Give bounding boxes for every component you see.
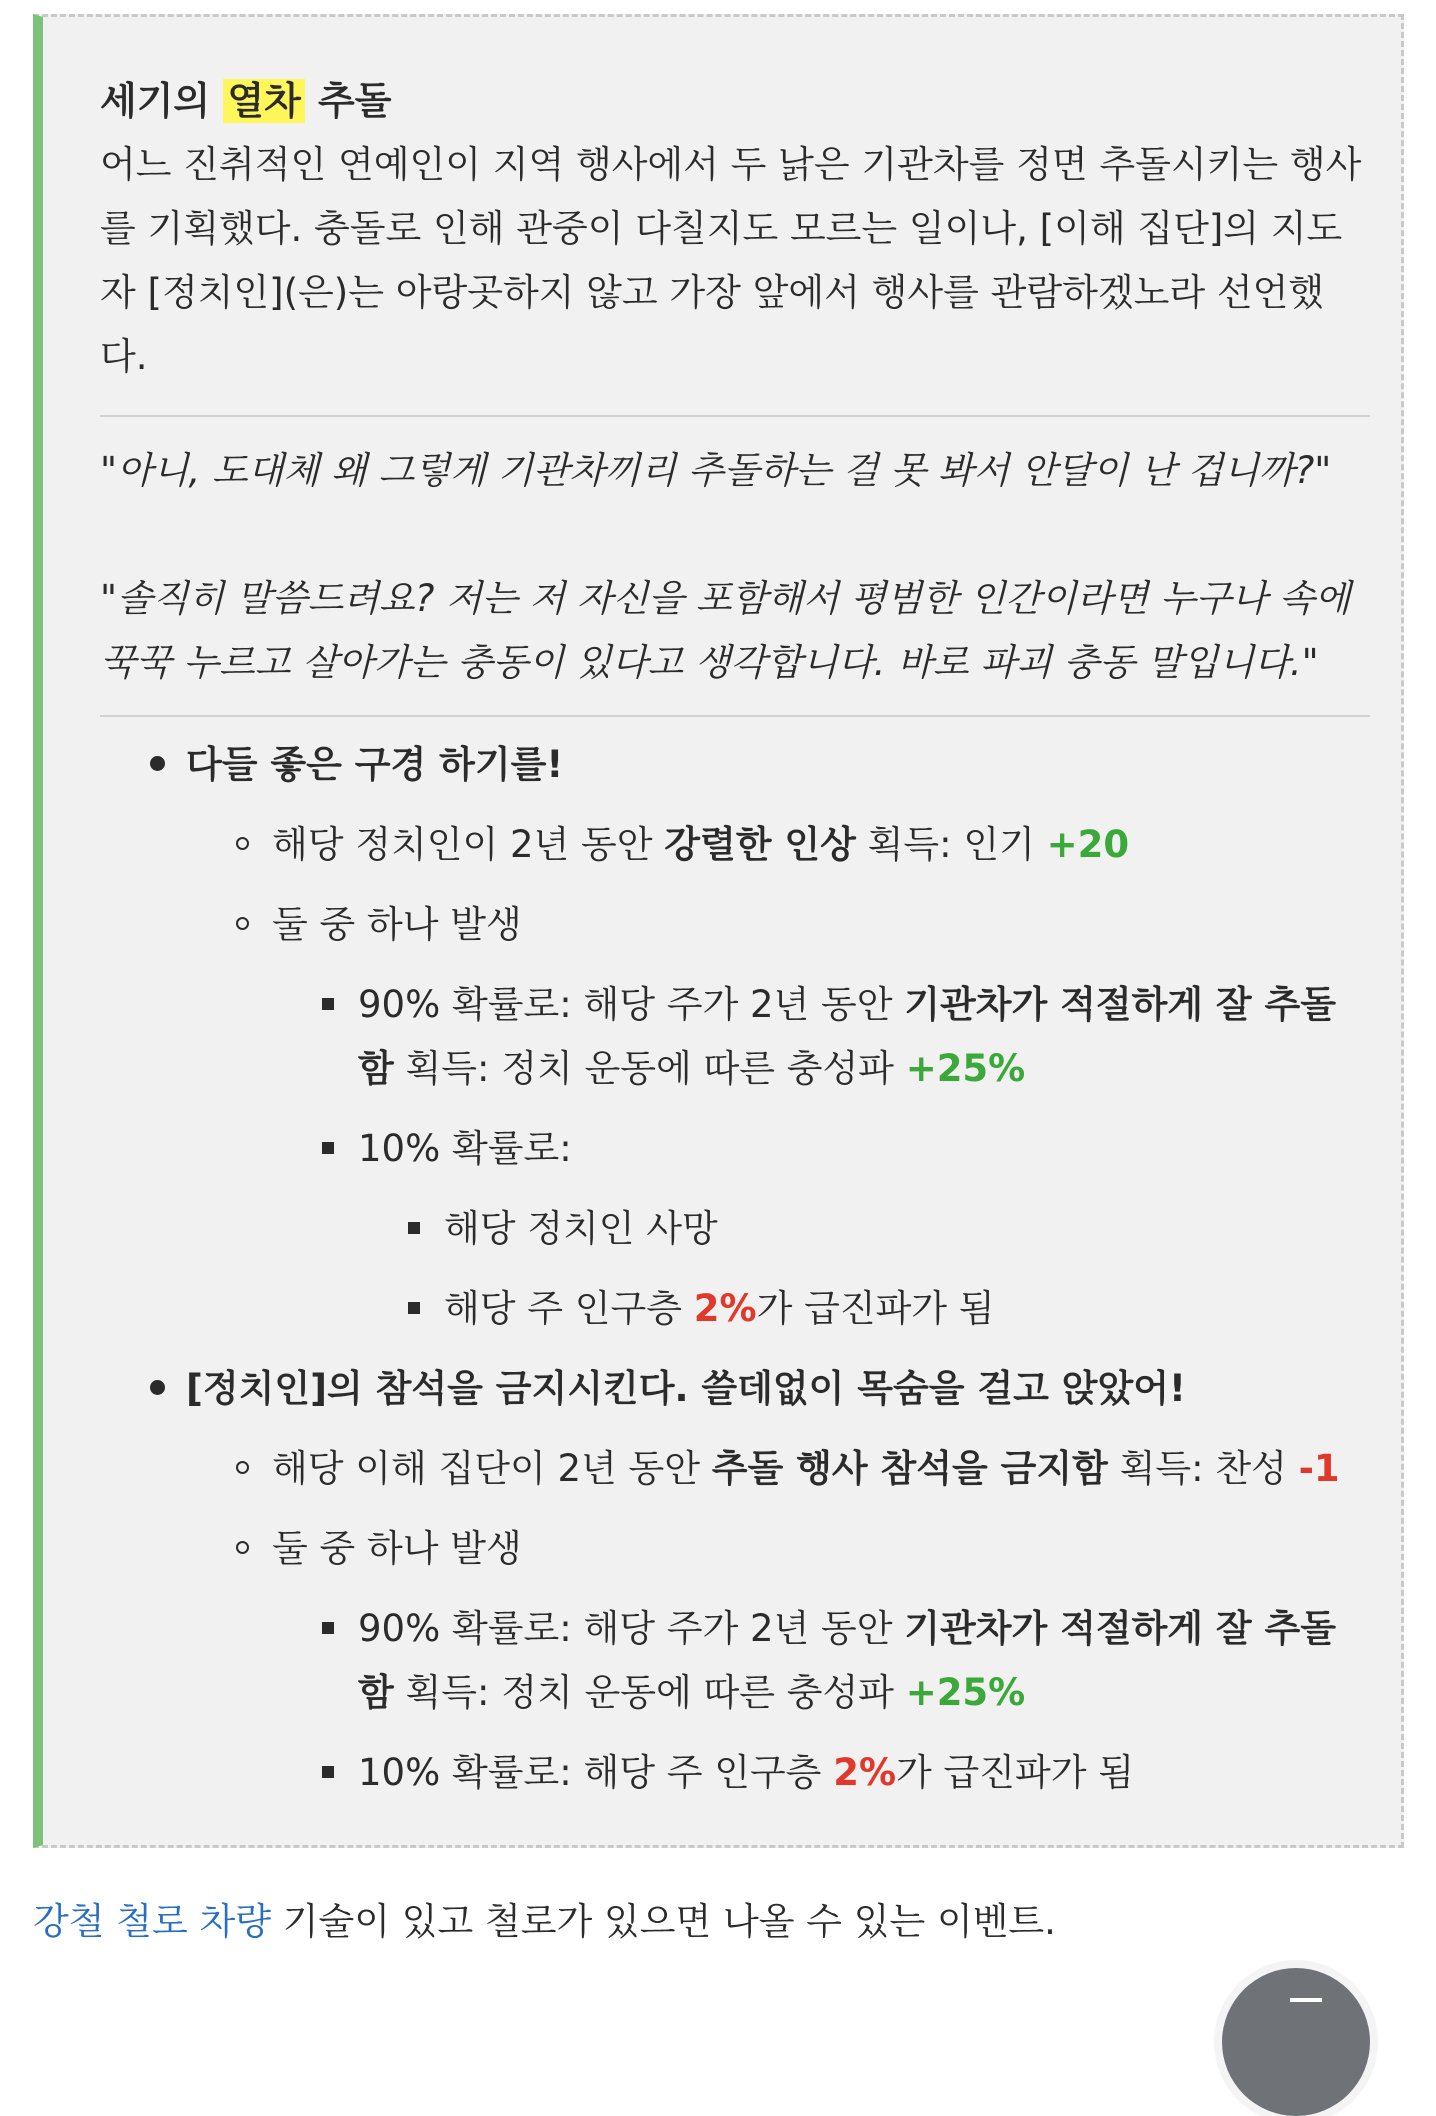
circle-bullet-icon: [236, 837, 249, 850]
effect-item: 해당 이해 집단이 2년 동안 추돌 행사 참석을 금지함 획득: 찬성 -1: [100, 1437, 1370, 1501]
square-bullet-icon: [408, 1302, 420, 1314]
square-bullet-icon: [322, 998, 334, 1010]
square-bullet-icon: [408, 1222, 420, 1234]
chance-10-item: 10% 확률로:: [100, 1117, 1370, 1181]
modifier-name: 기관차가 적절하게 잘 추돌함: [358, 1607, 1337, 1714]
modifier-name: 추돌 행사 참석을 금지함: [711, 1447, 1108, 1490]
modifier-name: 강렬한 인상: [664, 823, 856, 866]
square-bullet-icon: [322, 1766, 334, 1778]
negative-value: 2%: [833, 1751, 897, 1794]
option-label: [정치인]의 참석을 금지시킨다. 쓸데없이 목숨을 걸고 앉았어!: [186, 1367, 1186, 1410]
option-1[interactable]: [100, 733, 1370, 797]
chance-90-item: 90% 확률로: 해당 주가 2년 동안 기관차가 적절하게 잘 추돌함 획득: 정치 운동에 따른 충성파 +25%: [100, 973, 1370, 1101]
effect-item: 해당 정치인이 2년 동안 강렬한 인상 획득: 인기 +20: [100, 813, 1370, 877]
circle-bullet-icon: [236, 917, 249, 930]
footer-text: 기술이 있고 철로가 있으면 나올 수 있는 이벤트.: [270, 1900, 1056, 1943]
option-label: 다들 좋은 구경 하기를!: [186, 743, 564, 786]
outcome-radicals: 해당 주 인구층 2%가 급진파가 됨: [100, 1277, 1370, 1341]
title-highlight: 열차: [223, 79, 304, 123]
circle-bullet-icon: [236, 1461, 249, 1474]
positive-value: +20: [1046, 823, 1130, 866]
title-pre: 세기의: [100, 79, 224, 123]
event-description: 어느 진취적인 연예인이 지역 행사에서 두 낡은 기관차를 정면 추돌시키는 행사를 기획했다. 충돌로 인해 관중이 다칠지도 모르는 일이나, [이해 집단]의 지도자 [정치인](은)는 아랑곳하지 않고 가장 앞에서 행사를 관람하겠노라 선언했다.: [100, 143, 1362, 378]
branch-item: 둘 중 하나 발생: [100, 893, 1370, 957]
outcome-death: 해당 정치인 사망: [100, 1197, 1370, 1261]
table-of-contents-button[interactable]: [1222, 1968, 1370, 2116]
bullet-icon: [150, 1380, 165, 1395]
title-post: 추돌: [304, 79, 392, 123]
list-icon: [1290, 1998, 1322, 2002]
square-bullet-icon: [322, 1622, 334, 1634]
divider: [100, 415, 1370, 417]
negative-value: 2%: [693, 1287, 757, 1330]
chance-90-item: 90% 확률로: 해당 주가 2년 동안 기관차가 적절하게 잘 추돌함 획득: 정치 운동에 따른 충성파 +25%: [100, 1597, 1370, 1725]
bullet-icon: [150, 756, 165, 771]
options-list: [100, 733, 1370, 797]
event-title: [100, 69, 1370, 133]
option-2[interactable]: [100, 1357, 1370, 1421]
chance-10-item: 10% 확률로: 해당 주 인구층 2%가 급진파가 됨: [100, 1741, 1370, 1805]
quote-question: "아니, 도대체 왜 그렇게 기관차끼리 추돌하는 걸 못 봐서 안달이 난 겁니까?": [100, 449, 1332, 492]
square-bullet-icon: [322, 1142, 334, 1154]
divider: [100, 715, 1370, 717]
branch-item: 둘 중 하나 발생: [100, 1517, 1370, 1581]
positive-value: +25%: [905, 1671, 1026, 1714]
event-content: [100, 69, 1370, 1821]
event-box: [33, 14, 1404, 1848]
tech-link[interactable]: 강철 철로 차량: [33, 1900, 271, 1943]
negative-value: -1: [1298, 1447, 1340, 1490]
positive-value: +25%: [905, 1047, 1026, 1090]
circle-bullet-icon: [236, 1541, 249, 1554]
quote-answer: "솔직히 말씀드려요? 저는 저 자신을 포함해서 평범한 인간이라면 누구나 속에 꾹꾹 누르고 살아가는 충동이 있다고 생각합니다. 바로 파괴 충동 말입니다.": [100, 577, 1351, 684]
modifier-name: 기관차가 적절하게 잘 추돌함: [358, 983, 1337, 1090]
footer-note: [33, 1890, 1056, 1954]
